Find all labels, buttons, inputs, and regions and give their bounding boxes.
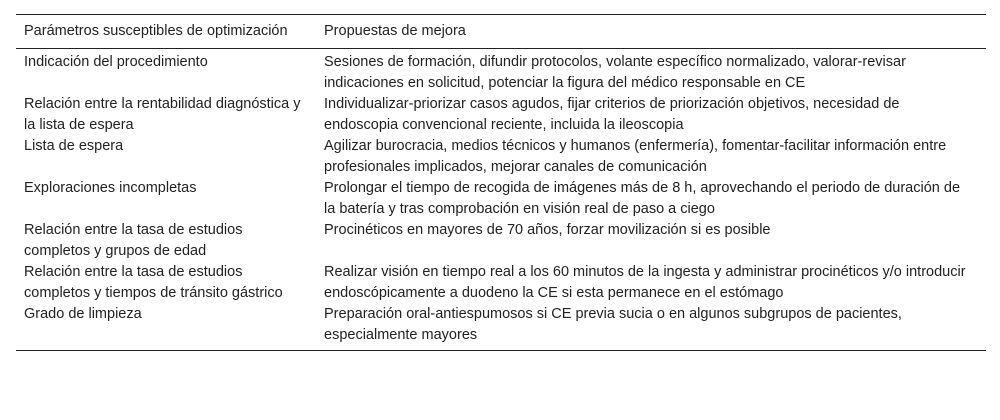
header-parameters: Parámetros susceptibles de optimización [24,23,288,39]
table-row [16,49,986,95]
table-row [16,220,986,262]
parameter-cell: Grado de limpieza [24,306,142,322]
table-body [16,49,986,351]
proposal-cell: Sesiones de formación, difundir protocolos, volante específico normalizado, valorar-revisar indicaciones en solicitud, potenciar la figura del médico responsable en CE [324,54,906,91]
parameter-cell: Exploraciones incompletas [24,180,197,196]
parameter-cell: Relación entre la rentabilidad diagnóstica y la lista de espera [24,96,301,133]
proposal-cell: Procinéticos en mayores de 70 años, forzar movilización si es posible [324,222,771,238]
table-row [16,262,986,304]
table-container [16,14,986,351]
header-row [16,15,986,49]
proposal-cell: Preparación oral-antiespumosos si CE previa sucia o en algunos subgrupos de pacientes, especialmente mayores [324,306,902,343]
table-header [16,15,986,49]
proposal-cell: Prolongar el tiempo de recogida de imágenes más de 8 h, aprovechando el periodo de duración de la batería y tras comprobación en visión real de paso a ciego [324,180,961,217]
proposal-cell: Realizar visión en tiempo real a los 60 minutos de la ingesta y administrar procinéticos y/o introducir endoscópicamente a duodeno la CE si esta permanece en el estómago [324,264,966,301]
table-row [16,178,986,220]
proposal-cell: Agilizar burocracia, medios técnicos y humanos (enfermería), fomentar-facilitar información entre profesionales implicados, mejorar canales de comunicación [324,138,947,175]
table-row [16,136,986,178]
header-proposals: Propuestas de mejora [324,23,466,39]
table-row [16,94,986,136]
table-row [16,304,986,351]
optimization-table [16,14,986,351]
proposal-cell: Individualizar-priorizar casos agudos, fijar criterios de priorización objetivos, necesidad de endoscopia convencional reciente, incluida la ileoscopia [324,96,900,133]
parameter-cell: Relación entre la tasa de estudios completos y grupos de edad [24,222,243,259]
parameter-cell: Lista de espera [24,138,124,154]
parameter-cell: Relación entre la tasa de estudios completos y tiempos de tránsito gástrico [24,264,283,301]
parameter-cell: Indicación del procedimiento [24,54,208,70]
